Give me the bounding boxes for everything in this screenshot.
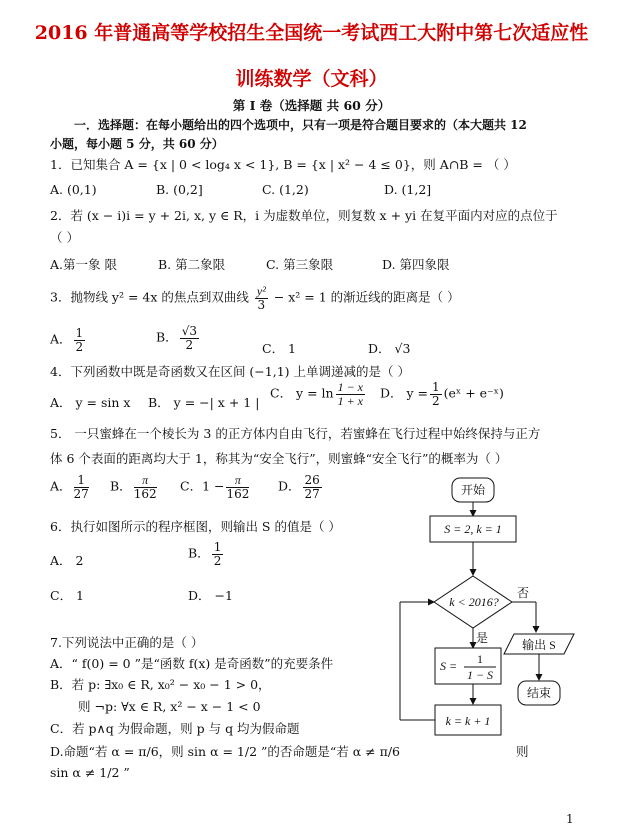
page-number: 1 [566, 812, 574, 826]
q5-b-den: 162 [133, 486, 157, 501]
q3-hyperbola-fraction [255, 285, 268, 311]
q3-option-c: C． 1 [262, 341, 296, 356]
q4-option-d [380, 381, 504, 407]
q7-option-b-line2: 则 ¬p: ∀x ∈ R, x² − x − 1 < 0 [78, 699, 261, 714]
q3-frac-den: 3 [257, 297, 266, 312]
q5-c-den: 162 [226, 486, 250, 501]
part1-instructions-line2: 小题，每小题 5 分，共 60 分） [50, 137, 224, 151]
q5-c-label: C．1 − [180, 478, 225, 494]
q4-d-tail: (eˣ + e⁻ˣ) [443, 385, 504, 401]
q2-option-b: B. 第二象限 [158, 257, 226, 272]
program-flowchart [390, 472, 590, 750]
part1-instructions-line1: 一．选择题：在每小题给出的四个选项中，只有一项是符合题目要求的（本大题共 12 [74, 118, 527, 132]
q1-option-c: C. (1,2) [262, 182, 309, 197]
q1-stem: 1．已知集合 A = {x | 0 < log₄ x < 1}, B = {x | x² − 4 ≤ 0}，则 A∩B = （ ） [50, 157, 516, 172]
q7-option-a: A．“ f(0) = 0 ”是“函数 f(x) 是奇函数”的充要条件 [50, 656, 334, 671]
flow-no-label: 否 [517, 586, 530, 600]
q6-b-num: 1 [213, 540, 222, 554]
q3-b-den: 2 [185, 337, 194, 352]
q1-option-a: A. (0,1) [50, 182, 97, 197]
q1-option-d: D. (1,2] [384, 182, 432, 197]
q6-stem: 6．执行如图所示的程序框图，则输出 S 的值是（ ） [50, 519, 341, 534]
q2-paren: （ ） [50, 230, 79, 245]
q5-stem-line1: 5． 一只蜜蜂在一个棱长为 3 的正方体内自由飞行，若蜜蜂在飞行过程中始终保持与正方 [50, 426, 541, 441]
q5-b-num: π [134, 474, 157, 488]
q4-option-b: B． y = −| x + 1 | [148, 395, 260, 410]
q7-option-c: C．若 p∧q 为假命题，则 p 与 q 均为假命题 [50, 721, 300, 736]
paper-title-line2: 训练数学（文科） [235, 68, 388, 90]
q3-a-den: 2 [75, 339, 84, 354]
q5-stem-line2: 体 6 个表面的距离均大于 1，称其为“安全飞行”，则蜜蜂“安全飞行”的概率为（ ） [50, 451, 508, 466]
q6-b-den: 2 [213, 553, 222, 568]
q3-b-num: √3 [181, 324, 197, 338]
q3-stem-part-b: − x² = 1 的渐近线的距离是（ ） [273, 289, 460, 305]
q4-d-label: D． y = [380, 385, 429, 401]
section-heading: 第 I 卷（选择题 共 60 分） [232, 98, 391, 113]
q6-option-c: C． 1 [50, 588, 84, 603]
flow-end-label: 结束 [526, 686, 552, 700]
flow-yes-label: 是 [476, 631, 489, 645]
q4-d-num: 1 [432, 380, 440, 394]
q4-d-den: 2 [432, 393, 440, 408]
q6-option-d: D． −1 [188, 588, 233, 603]
flow-decision-label: k < 2016? [449, 595, 499, 609]
q3-a-num: 1 [75, 326, 84, 340]
q4-c-label: C． y = ln [270, 385, 334, 401]
q6-option-a: A． 2 [50, 553, 84, 568]
flow-init-label: S = 2, k = 1 [444, 522, 502, 536]
q4-option-a: A． y = sin x [50, 395, 131, 410]
q5-option-d [278, 474, 324, 500]
q5-d-label: D． [278, 478, 301, 494]
q7-option-d-line2: sin α ≠ 1/2 ” [50, 765, 130, 780]
q3-b-label: B． [156, 329, 178, 345]
q5-b-label: B． [110, 478, 132, 494]
paper-title-line1: 2016 年普通高等学校招生全国统一考试西工大附中第七次适应性 [34, 22, 589, 44]
q7-option-d-tail: 则 [516, 744, 529, 759]
q3-option-b [156, 325, 201, 351]
q5-option-a [50, 474, 91, 500]
q5-c-num: π [226, 474, 249, 488]
q2-option-d: D. 第四象限 [382, 257, 450, 272]
q7-option-b-line1: B．若 p: ∃x₀ ∈ R, x₀² − x₀ − 1 > 0， [50, 677, 271, 692]
q1-option-b: B. (0,2] [156, 182, 203, 197]
q5-a-num: 1 [74, 474, 89, 488]
q2-option-c: C. 第三象限 [266, 257, 334, 272]
q2-option-a: A.第一象 限 [50, 257, 117, 272]
q6-option-b [188, 541, 225, 567]
q4-option-c [270, 381, 367, 407]
q7-stem: 7.下列说法中正确的是（ ） [50, 635, 204, 650]
q5-a-den: 27 [73, 486, 89, 501]
q3-option-d: D． √3 [368, 341, 411, 356]
flow-assign-num: 1 [477, 652, 483, 666]
q3-stem [50, 285, 460, 311]
flow-assign-left: S = [440, 659, 458, 673]
flow-increment-label: k = k + 1 [445, 714, 491, 728]
q5-option-b [110, 474, 159, 500]
q3-stem-part-a: 3．抛物线 y² = 4x 的焦点到双曲线 [50, 289, 249, 305]
q2-stem: 2．若 (x − i)i = y + 2i, x, y ∈ R，i 为虚数单位，则复数 x + yi 在复平面内对应的点位于 [50, 208, 558, 223]
q5-option-c [180, 474, 251, 500]
q5-d-num: 26 [304, 473, 320, 487]
flow-start-label: 开始 [460, 483, 486, 497]
q4-stem: 4．下列函数中既是奇函数又在区间 (−1,1) 上单调递减的是（ ） [50, 364, 410, 379]
q5-a-label: A． [50, 478, 72, 494]
q3-a-label: A． [50, 331, 72, 347]
flow-assign-den: 1 − S [466, 668, 494, 682]
q4-c-den: 1 + x [337, 393, 364, 408]
q4-c-num: 1 − x [337, 380, 364, 394]
q3-frac-num: y² [256, 284, 266, 298]
q3-option-a [50, 327, 87, 353]
q5-d-den: 27 [304, 486, 320, 501]
flow-output-label: 输出 S [522, 638, 556, 652]
q6-b-label: B． [188, 545, 210, 561]
q7-option-d-line1: D.命题“若 α = π/6，则 sin α = 1/2 ”的否命题是“若 α ≠ π/6 [50, 744, 401, 759]
